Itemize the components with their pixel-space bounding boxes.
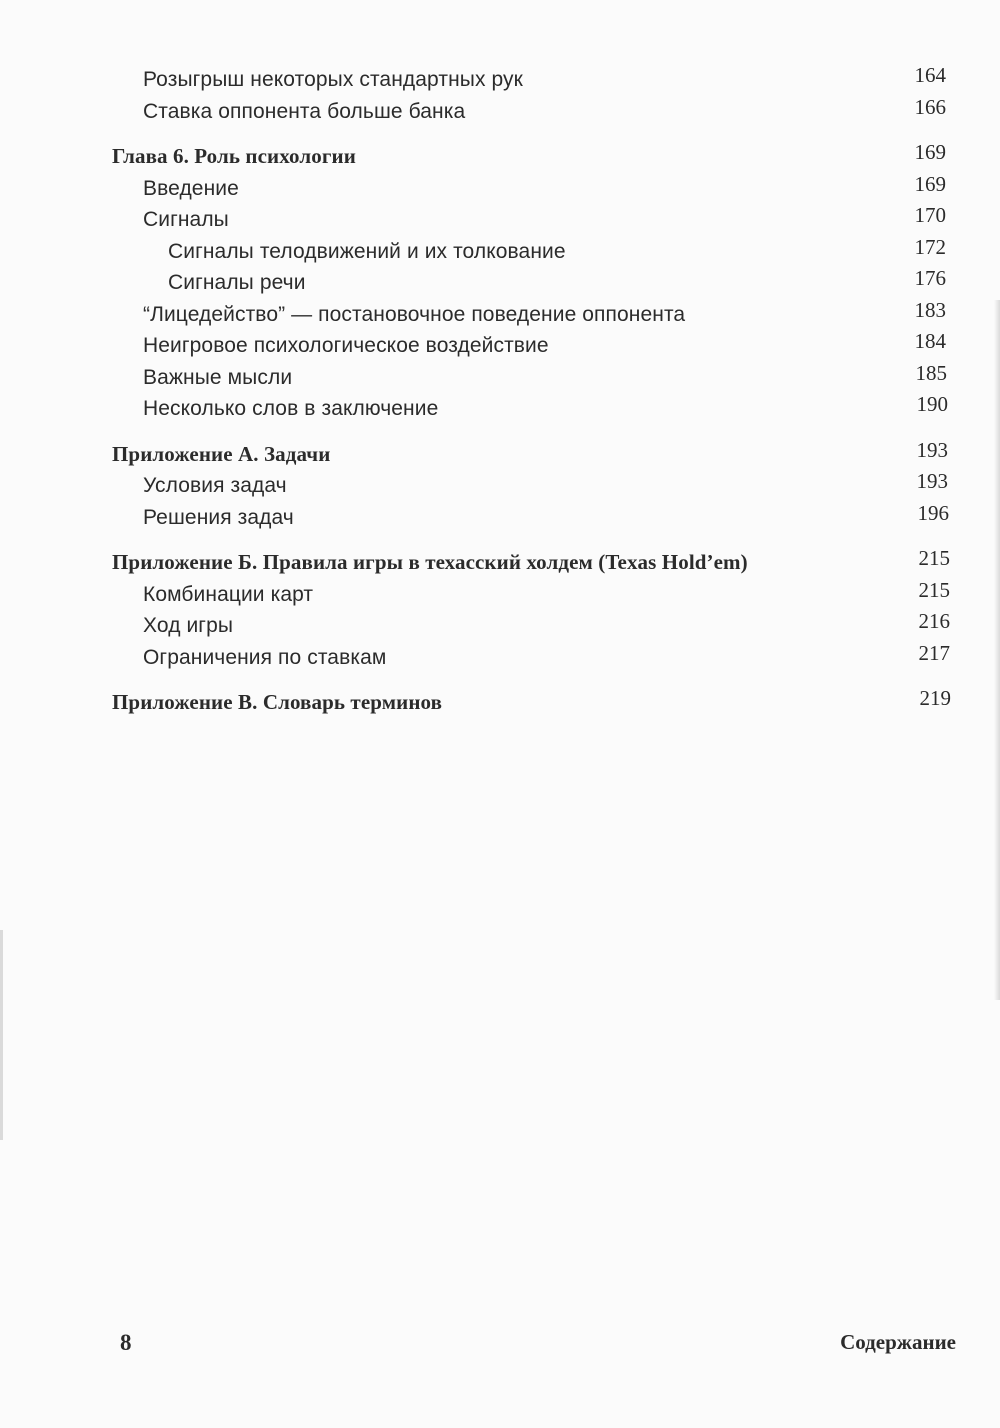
toc-entry-title: Комбинации карт [143, 582, 314, 606]
toc-entry-page-number: 164 [914, 63, 946, 87]
toc-entry [0, 236, 1000, 268]
toc-entry-page-number: 219 [919, 686, 951, 710]
toc-entry-page-number: 176 [914, 266, 946, 290]
toc-entry-page-number: 184 [914, 329, 946, 353]
toc-chapter-entry [0, 687, 1000, 719]
toc-entry-title: Глава 6. Роль психологии [112, 144, 356, 168]
toc-entry-title: Введение [143, 176, 239, 200]
toc-entry-page-number: 170 [914, 203, 946, 227]
toc-entry [0, 96, 1000, 128]
toc-chapter-entry [0, 141, 1000, 173]
toc-entry [0, 470, 1000, 502]
page-number: 8 [120, 1330, 132, 1355]
toc-entry-title: Неигровое психологическое воздействие [143, 334, 549, 357]
toc-entry [0, 642, 1000, 674]
toc-entry-page-number: 196 [917, 500, 949, 525]
toc-entry-title: Розыгрыш некоторых стандартных рук [143, 68, 523, 91]
toc-entry [0, 204, 1000, 236]
toc-entry-title: Сигналы речи [168, 271, 306, 294]
toc-entry-page-number: 193 [916, 469, 948, 493]
toc-gap [0, 127, 1000, 141]
toc-entry [0, 64, 1000, 96]
toc-entry [0, 173, 1000, 205]
toc-entry-page-number: 215 [918, 577, 950, 602]
toc-entry-title: Приложение В. Словарь терминов [112, 690, 443, 714]
toc-entry-title: Ход игры [143, 614, 234, 637]
toc-entry [0, 502, 1000, 534]
toc-entry-page-number: 185 [915, 360, 947, 385]
toc-entry-title: Несколько слов в заключение [143, 397, 439, 420]
toc-entry-page-number: 166 [914, 94, 946, 119]
toc-entry-page-number: 217 [918, 640, 950, 665]
toc-entry-title: Ограничения по ставкам [143, 645, 387, 669]
toc-entry-page-number: 216 [918, 609, 950, 633]
toc-entry-title: Сигналы [143, 208, 229, 231]
toc-entry-title: Важные мысли [143, 365, 293, 389]
toc-entry-title: Приложение Б. Правила игры в техасский холдем (Texas Hold’em) [112, 550, 748, 574]
toc-chapter-entry [0, 439, 1000, 471]
toc-entry-page-number: 183 [914, 297, 946, 322]
toc-entry [0, 330, 1000, 362]
table-of-contents [0, 64, 1000, 719]
toc-entry-title: Решения задач [143, 505, 294, 529]
toc-entry-page-number: 169 [914, 140, 946, 164]
toc-entry [0, 610, 1000, 642]
toc-entry [0, 579, 1000, 611]
toc-entry-page-number: 215 [918, 546, 950, 570]
scan-edge-shadow-left [0, 930, 3, 1140]
toc-entry [0, 393, 1000, 425]
toc-entry-page-number: 193 [916, 437, 948, 462]
toc-entry-title: Ставка оппонента больше банка [143, 99, 466, 123]
toc-entry-page-number: 169 [914, 171, 946, 196]
toc-entry-title: Сигналы телодвижений и их толкование [168, 239, 566, 263]
toc-entry [0, 299, 1000, 331]
running-header-title: Содержание [840, 1330, 956, 1354]
toc-entry-title: “Лицедейство” — постановочное поведение оппонента [143, 302, 686, 326]
toc-chapter-entry [0, 547, 1000, 579]
toc-entry-page-number: 190 [916, 392, 948, 416]
toc-entry-title: Условия задач [143, 474, 287, 497]
toc-gap [0, 425, 1000, 439]
toc-entry-title: Приложение А. Задачи [112, 441, 331, 466]
toc-entry [0, 267, 1000, 299]
toc-gap [0, 673, 1000, 687]
toc-entry [0, 362, 1000, 394]
toc-entry-page-number: 172 [914, 234, 946, 259]
toc-gap [0, 533, 1000, 547]
